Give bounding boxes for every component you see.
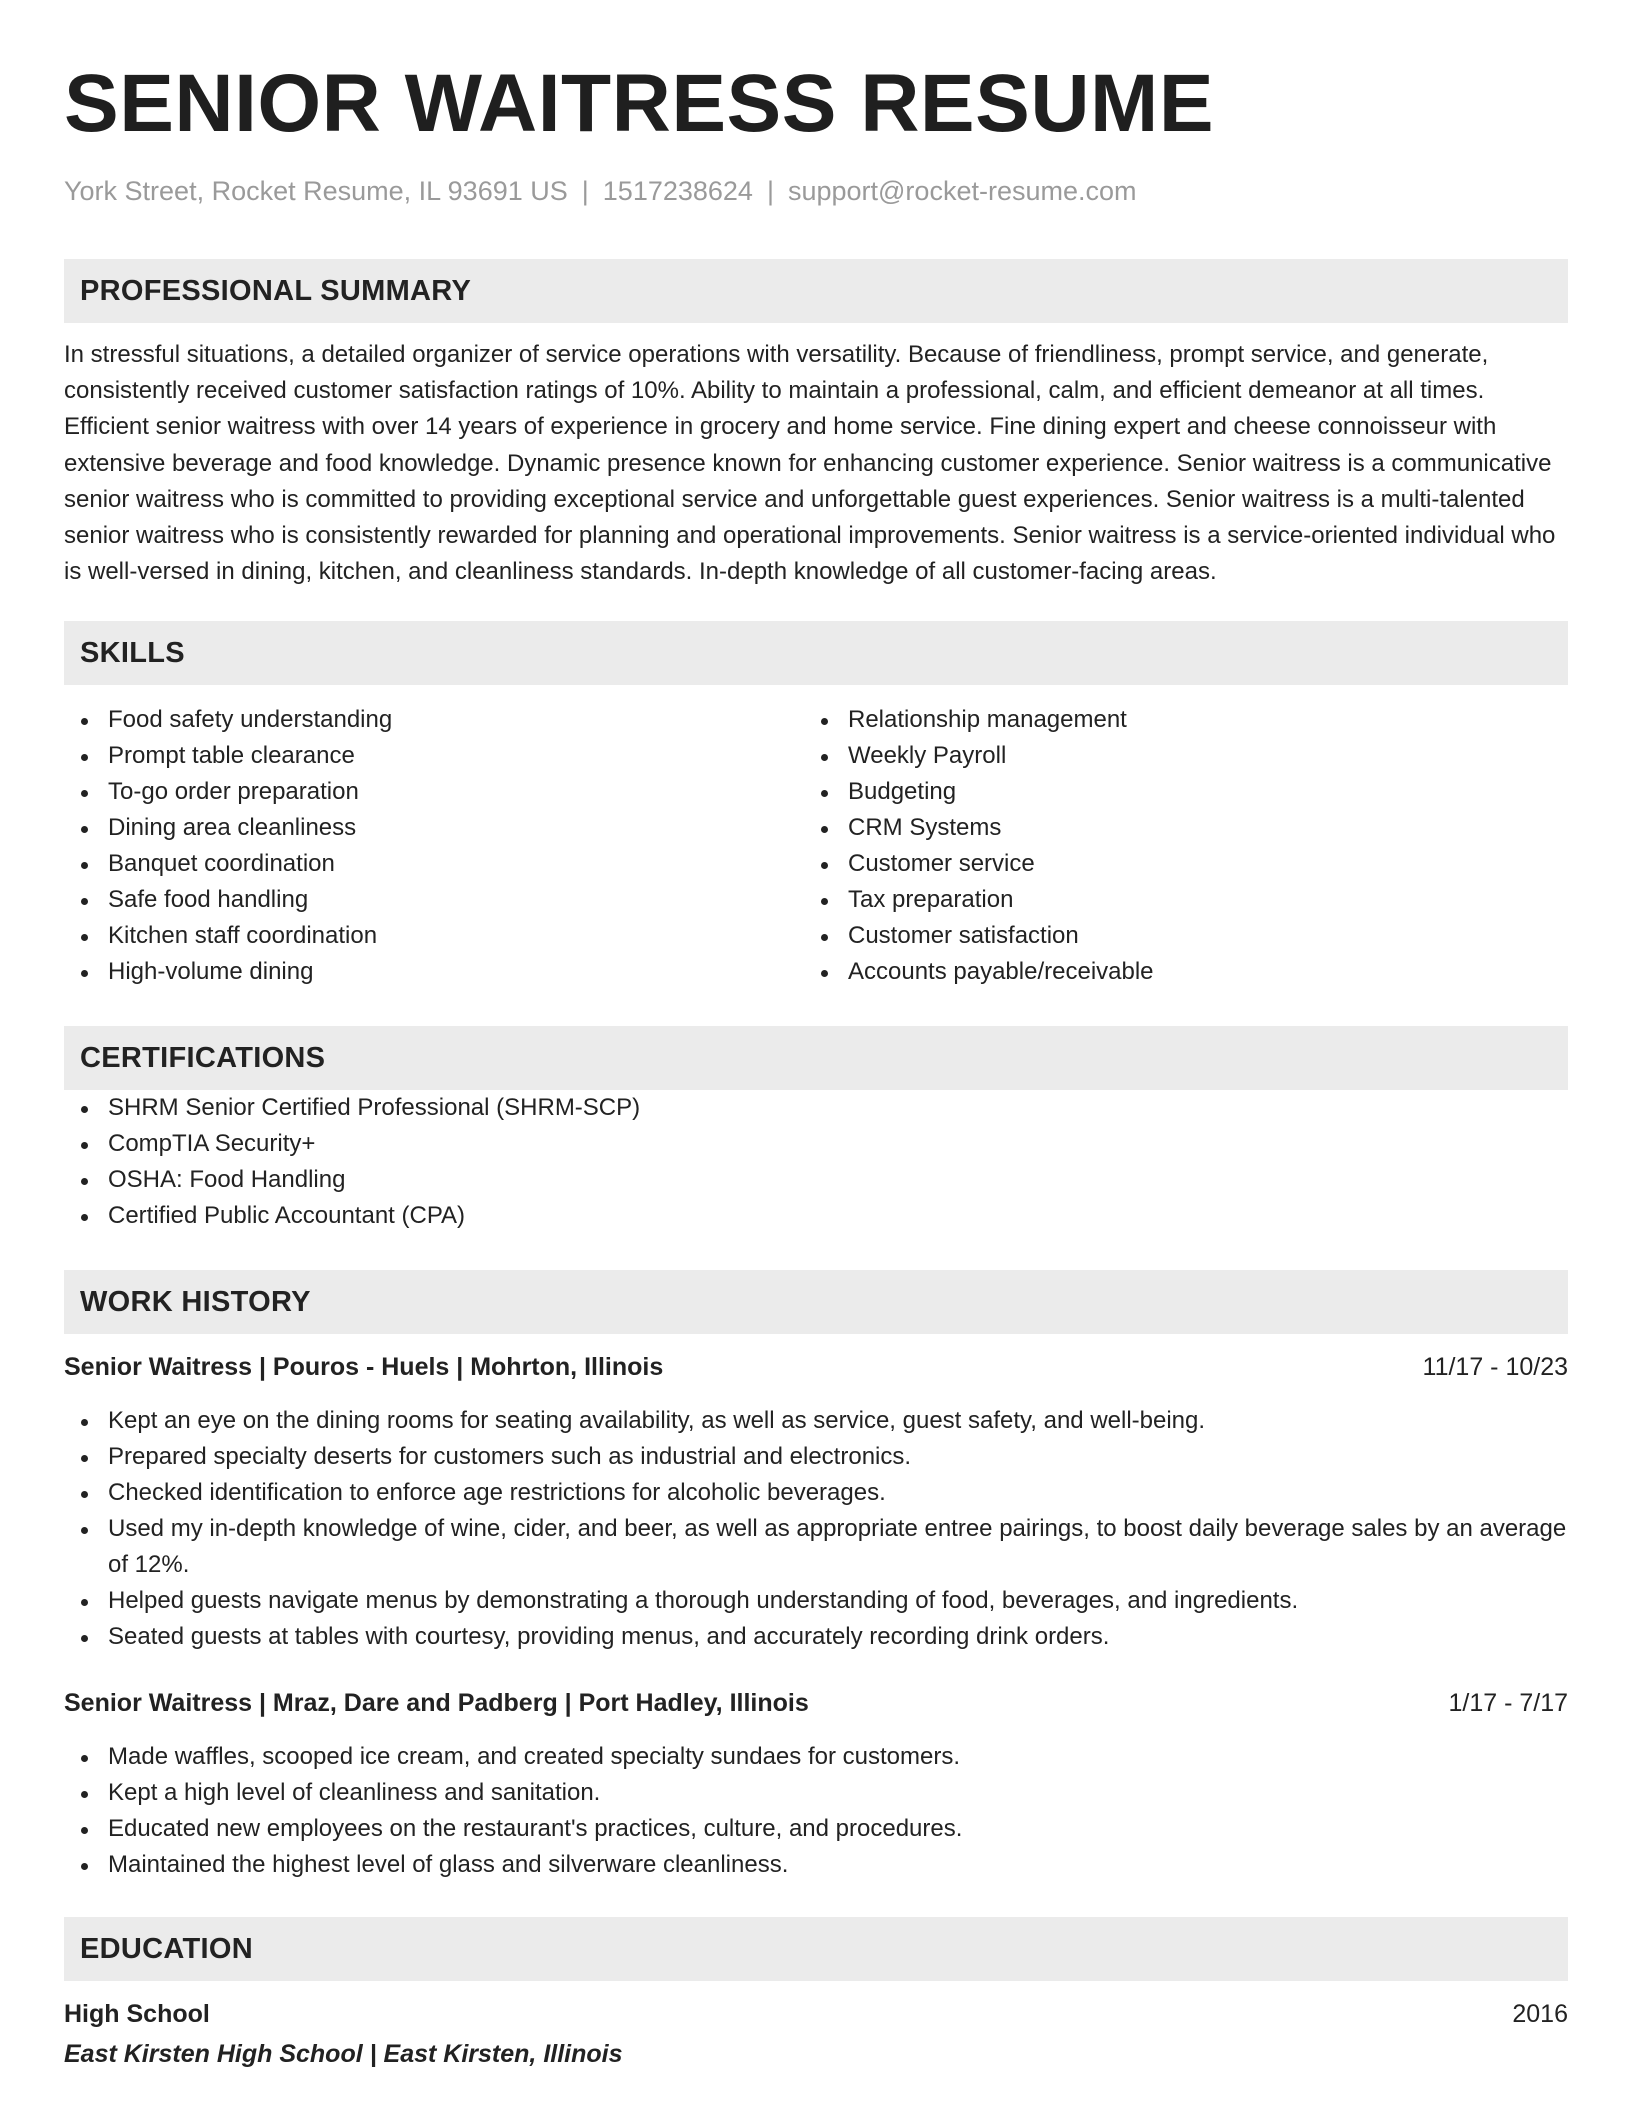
certification-item: Certified Public Accountant (CPA) [64,1198,1568,1234]
skill-item: Customer service [804,846,1544,882]
skills-grid [64,702,1568,990]
certifications-list [64,1090,1568,1234]
skill-item: Weekly Payroll [804,738,1544,774]
certification-item: SHRM Senior Certified Professional (SHRM-SCP) [64,1090,1568,1126]
skills-column-right [804,702,1544,990]
skill-item: Food safety understanding [64,702,804,738]
education-school: East Kirsten High School | East Kirsten, Illinois [64,2040,623,2069]
job-header [64,1350,1568,1384]
skill-item: Relationship management [804,702,1544,738]
job-title: Senior Waitress | Mraz, Dare and Padberg | Port Hadley, Illinois [64,1689,809,1718]
contact-line [64,174,1568,208]
section-header-summary: PROFESSIONAL SUMMARY [64,259,1568,323]
education-header [64,1997,1568,2031]
job-bullet: Kept an eye on the dining rooms for seating availability, as well as service, guest safety, and well-being. [64,1403,1568,1439]
education-degree: High School [64,2000,210,2029]
job-entry [64,1350,1568,1655]
contact-separator: | [581,176,589,206]
skill-item: Banquet coordination [64,846,804,882]
skill-item: Safe food handling [64,882,804,918]
contact-email: support@rocket-resume.com [787,176,1137,206]
skill-item: To-go order preparation [64,774,804,810]
contact-phone: 1517238624 [602,176,753,206]
section-header-work-history: WORK HISTORY [64,1270,1568,1334]
job-entry [64,1686,1568,1883]
job-bullet: Used my in-depth knowledge of wine, cider, and beer, as well as appropriate entree pairings, to boost daily beverage sales by an average of 12%. [64,1511,1568,1583]
job-header [64,1686,1568,1720]
skill-item: Prompt table clearance [64,738,804,774]
job-dates: 1/17 - 7/17 [1448,1689,1568,1718]
resume-title: SENIOR WAITRESS RESUME [64,58,1215,149]
job-bullet: Checked identification to enforce age restrictions for alcoholic beverages. [64,1475,1568,1511]
certification-item: CompTIA Security+ [64,1126,1568,1162]
section-header-certifications: CERTIFICATIONS [64,1026,1568,1090]
skill-item: Dining area cleanliness [64,810,804,846]
certification-item: OSHA: Food Handling [64,1162,1568,1198]
skill-item: Accounts payable/receivable [804,954,1544,990]
job-bullet: Helped guests navigate menus by demonstrating a thorough understanding of food, beverages, and ingredients. [64,1583,1568,1619]
section-header-skills: SKILLS [64,621,1568,685]
contact-address: York Street, Rocket Resume, IL 93691 US [64,176,568,206]
skills-list-right [804,702,1544,990]
job-bullet: Kept a high level of cleanliness and sanitation. [64,1775,1568,1811]
job-bullets [64,1403,1568,1655]
skill-item: High-volume dining [64,954,804,990]
skills-list-left [64,702,804,990]
job-bullet: Made waffles, scooped ice cream, and created specialty sundaes for customers. [64,1739,1568,1775]
skill-item: Customer satisfaction [804,918,1544,954]
summary-text: In stressful situations, a detailed organizer of service operations with versatility. Because of friendliness, prompt service, and generate, consistently received customer satisfaction ratings of 10%. Ability to maintain a professional, calm, and efficient demeanor at all times. Efficient senior waitress with over 14 years of experience in grocery and home service. Fine dining expert and cheese connoisseur with extensive beverage and food knowledge. Dynamic presence known for enhancing customer experience. Senior waitress is a communicative senior waitress who is committed to providing exceptional service and unforgettable guest experiences. Senior waitress is a multi-talented senior waitress who is consistently rewarded for planning and operational improvements. Senior waitress is a service-oriented individual who is well-versed in dining, kitchen, and cleanliness standards. In-depth knowledge of all customer-facing areas. [64,341,1556,586]
skill-item: Kitchen staff coordination [64,918,804,954]
job-bullet: Educated new employees on the restaurant's practices, culture, and procedures. [64,1811,1568,1847]
skill-item: CRM Systems [804,810,1544,846]
job-bullet: Prepared specialty deserts for customers such as industrial and electronics. [64,1439,1568,1475]
job-title: Senior Waitress | Pouros - Huels | Mohrton, Illinois [64,1353,664,1382]
job-bullets [64,1739,1568,1883]
job-bullet: Seated guests at tables with courtesy, providing menus, and accurately recording drink orders. [64,1619,1568,1655]
education-year: 2016 [1512,2000,1568,2029]
skill-item: Budgeting [804,774,1544,810]
contact-separator: | [766,176,774,206]
job-dates: 11/17 - 10/23 [1422,1353,1568,1382]
skills-column-left [64,702,804,990]
skill-item: Tax preparation [804,882,1544,918]
job-bullet: Maintained the highest level of glass and silverware cleanliness. [64,1847,1568,1883]
resume-page [64,0,1568,2071]
section-header-education: EDUCATION [64,1917,1568,1981]
